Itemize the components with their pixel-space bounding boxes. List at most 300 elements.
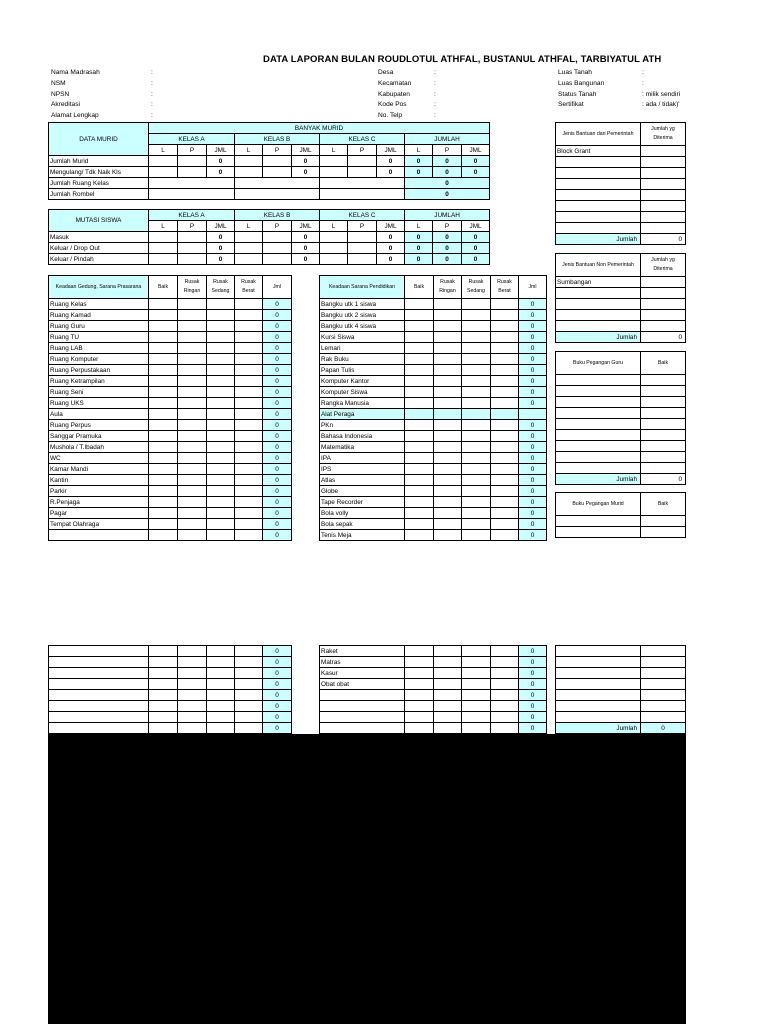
cell <box>434 299 462 310</box>
cell <box>49 701 149 712</box>
cell <box>434 701 462 712</box>
jml-cell: 0 <box>519 310 547 321</box>
jml-cell: 0 <box>263 299 292 310</box>
table-row <box>49 464 292 475</box>
cell <box>207 519 235 530</box>
item-label: IPA <box>320 453 405 464</box>
cell <box>556 212 641 223</box>
cell <box>491 701 519 712</box>
cell <box>207 453 235 464</box>
item-label: Bangku utk 2 siswa <box>320 310 405 321</box>
cell <box>405 332 434 343</box>
table-row <box>320 310 547 321</box>
table-row <box>49 668 292 679</box>
buku-murid-table <box>555 492 686 538</box>
cell <box>235 497 263 508</box>
jml-cell: 0 <box>263 508 292 519</box>
cell <box>49 646 149 657</box>
cell <box>434 657 462 668</box>
cell <box>556 321 641 332</box>
sub-header: L <box>235 145 263 156</box>
value-cell: 0 <box>377 243 405 254</box>
row-label: Keluar / Drop Out <box>49 243 149 254</box>
jml-cell: 0 <box>263 723 292 734</box>
sub-header: P <box>263 145 292 156</box>
cell <box>462 376 491 387</box>
cell <box>149 420 178 431</box>
cell <box>434 668 462 679</box>
table-row <box>49 530 292 541</box>
cell <box>178 690 207 701</box>
cell <box>235 712 263 723</box>
table-row <box>556 701 686 712</box>
buku_guru-header: Buku Pegangan Guru <box>556 352 641 375</box>
cell <box>405 657 434 668</box>
table-row <box>320 486 547 497</box>
sub-header: JML <box>462 145 490 156</box>
cell <box>207 657 235 668</box>
cell <box>462 530 491 541</box>
cell <box>149 387 178 398</box>
cell <box>207 464 235 475</box>
table-row <box>49 343 292 354</box>
table-row <box>49 409 292 420</box>
cell <box>641 516 686 527</box>
sub-header: P <box>433 221 462 232</box>
value-cell <box>348 254 377 265</box>
value-cell <box>263 156 292 167</box>
table-row <box>49 354 292 365</box>
cell <box>462 723 491 734</box>
cell <box>434 354 462 365</box>
cell <box>207 712 235 723</box>
value-cell <box>320 243 348 254</box>
value-cell: 0 <box>405 156 433 167</box>
table-row <box>49 232 490 243</box>
cell <box>462 646 491 657</box>
report-title: DATA LAPORAN BULAN ROUDLOTUL ATHFAL, BUSTANUL ATHFAL, TARBIYATUL ATH <box>263 54 662 65</box>
jml-header: Jml <box>519 276 547 299</box>
table-row <box>556 723 686 734</box>
jml-cell: 0 <box>519 343 547 354</box>
jml-cell: 0 <box>263 486 292 497</box>
item-label: Globe <box>320 486 405 497</box>
cell <box>405 453 434 464</box>
cell <box>149 332 178 343</box>
value-cell <box>348 232 377 243</box>
table-row <box>49 701 292 712</box>
row-label: Jumlah Ruang Kelas <box>49 178 149 189</box>
cell <box>49 668 149 679</box>
jml-cell: 0 <box>519 365 547 376</box>
cell <box>207 508 235 519</box>
cell <box>405 321 434 332</box>
item-label: Ruang Kamad <box>49 310 149 321</box>
jml-cell: 0 <box>519 420 547 431</box>
cell <box>149 712 178 723</box>
cell <box>491 354 519 365</box>
cell <box>491 508 519 519</box>
cell <box>178 497 207 508</box>
cell <box>149 299 178 310</box>
info-value: : <box>642 69 644 76</box>
jml-header: Jml <box>263 276 292 299</box>
table-row <box>49 299 292 310</box>
cell <box>641 679 686 690</box>
jml-cell: 0 <box>519 712 547 723</box>
cell <box>556 516 641 527</box>
cell <box>434 387 462 398</box>
group-header: KELAS C <box>320 210 405 221</box>
cell <box>641 441 686 452</box>
table-row <box>320 679 547 690</box>
value-cell <box>235 243 263 254</box>
table-row <box>49 431 292 442</box>
cell <box>641 201 686 212</box>
cell <box>149 690 178 701</box>
table-row <box>556 712 686 723</box>
cell <box>641 408 686 419</box>
info-value: : <box>151 90 153 98</box>
table-row <box>320 332 547 343</box>
cell <box>149 723 178 734</box>
bantuan_pem-header: Jenis Bantuan dari Pemerintah <box>556 123 641 146</box>
cell <box>641 277 686 288</box>
item-label: Raket <box>320 646 405 657</box>
jml-cell: 0 <box>263 365 292 376</box>
sub-header: P <box>178 221 207 232</box>
cell <box>405 376 434 387</box>
value-cell: 0 <box>292 254 320 265</box>
table-row <box>49 646 292 657</box>
cell <box>235 299 263 310</box>
group-header: KELAS C <box>320 134 405 145</box>
table-row <box>556 375 686 386</box>
row-label: Masuk <box>49 232 149 243</box>
item-label <box>320 690 405 701</box>
table-row <box>49 486 292 497</box>
info-value: : <box>151 79 153 87</box>
info-value: : milik sendiri <box>642 90 681 98</box>
item-label: Tempat Olahraga <box>49 519 149 530</box>
cell <box>405 519 434 530</box>
jumlah-value: 0 <box>641 474 686 485</box>
cell <box>178 332 207 343</box>
table-row <box>320 475 547 486</box>
rusak-berat-header: Rusak Berat <box>235 276 263 299</box>
table-row <box>49 332 292 343</box>
table-row <box>556 332 686 343</box>
jml-cell: 0 <box>519 398 547 409</box>
cell <box>235 453 263 464</box>
value-cell <box>178 156 207 167</box>
cell <box>434 453 462 464</box>
item-label: Ruang Kelas <box>49 299 149 310</box>
table-row <box>320 276 547 299</box>
cell <box>235 668 263 679</box>
table-row <box>49 398 292 409</box>
cell <box>556 646 641 657</box>
cell <box>434 646 462 657</box>
table-row <box>49 178 490 189</box>
cell <box>207 668 235 679</box>
cell <box>405 690 434 701</box>
table-row <box>320 442 547 453</box>
value-cell: 0 <box>207 243 235 254</box>
cell <box>641 668 686 679</box>
info-label: Desa <box>378 69 394 76</box>
jml-cell: 0 <box>263 475 292 486</box>
jml-cell: 0 <box>519 475 547 486</box>
cell <box>556 397 641 408</box>
jml-cell: 0 <box>263 530 292 541</box>
cell <box>462 453 491 464</box>
cell <box>491 453 519 464</box>
cell <box>149 646 178 657</box>
cell <box>405 310 434 321</box>
value-cell: 0 <box>405 232 433 243</box>
cell <box>405 701 434 712</box>
jumlah-value: 0 <box>641 723 686 734</box>
cell <box>491 299 519 310</box>
table-row <box>320 646 547 657</box>
table-row <box>49 365 292 376</box>
row-label: Jumlah Rombel <box>49 189 149 200</box>
cell <box>178 701 207 712</box>
cell <box>556 375 641 386</box>
sub-header: JML <box>292 145 320 156</box>
info-label: Luas Tanah <box>558 69 592 76</box>
cell <box>235 332 263 343</box>
value-cell <box>178 167 207 178</box>
cell <box>235 701 263 712</box>
cell <box>641 212 686 223</box>
gedung-table <box>48 275 292 541</box>
cell <box>434 332 462 343</box>
jml-cell: 0 <box>263 453 292 464</box>
item-label: Kursi Siswa <box>320 332 405 343</box>
table-row <box>320 343 547 354</box>
table-row <box>556 157 686 168</box>
info-label: Status Tanah <box>558 90 597 98</box>
item-label <box>320 712 405 723</box>
cell <box>491 690 519 701</box>
cell <box>405 299 434 310</box>
cell <box>149 519 178 530</box>
table-row <box>556 386 686 397</box>
cell <box>178 646 207 657</box>
value-cell <box>178 254 207 265</box>
item-label: Rak Buku <box>320 354 405 365</box>
value-cell <box>348 243 377 254</box>
item-label: Sumbangan <box>556 277 641 288</box>
value-cell: 0 <box>462 156 490 167</box>
table-row <box>556 223 686 234</box>
cell <box>178 387 207 398</box>
jml-cell: 0 <box>519 332 547 343</box>
table-row <box>556 516 686 527</box>
table-row <box>49 657 292 668</box>
cell <box>434 365 462 376</box>
sub-header: L <box>405 221 433 232</box>
rusak-ringan-header: Rusak Ringan <box>434 276 462 299</box>
cell <box>207 398 235 409</box>
table-row <box>320 701 547 712</box>
cell <box>149 398 178 409</box>
value-cell: 0 <box>292 167 320 178</box>
item-label: Ruang Perpus <box>49 420 149 431</box>
cell <box>405 679 434 690</box>
value-cell <box>178 243 207 254</box>
cell <box>207 701 235 712</box>
item-label: Ruang LAB <box>49 343 149 354</box>
cell <box>434 486 462 497</box>
cell <box>556 657 641 668</box>
table-row <box>556 310 686 321</box>
info-label: No. Telp <box>378 112 403 120</box>
item-label: Bangku utk 4 siswa <box>320 321 405 332</box>
jml-cell: 0 <box>519 519 547 530</box>
table-row <box>320 690 547 701</box>
table-row <box>556 168 686 179</box>
item-label: Bola sepak <box>320 519 405 530</box>
group-header: KELAS B <box>235 134 320 145</box>
value-cell: 0 <box>462 243 490 254</box>
cell <box>491 712 519 723</box>
item-label: Bangku utk 1 siswa <box>320 299 405 310</box>
cell <box>207 723 235 734</box>
cell <box>434 530 462 541</box>
sub-header: L <box>149 145 178 156</box>
cell <box>462 387 491 398</box>
cell <box>235 189 320 200</box>
info-label: Nama Madrasah <box>51 69 100 76</box>
cell <box>149 321 178 332</box>
sub-header: JML <box>377 221 405 232</box>
cell <box>462 668 491 679</box>
cell <box>178 299 207 310</box>
cell <box>49 723 149 734</box>
info-value: : ada / tidak)' <box>642 101 680 109</box>
cell <box>556 190 641 201</box>
cell <box>178 475 207 486</box>
cell <box>207 679 235 690</box>
cell <box>178 442 207 453</box>
jml-cell: 0 <box>263 497 292 508</box>
cell <box>149 453 178 464</box>
table-row <box>556 679 686 690</box>
cell <box>491 519 519 530</box>
cell <box>178 409 207 420</box>
cell <box>235 178 320 189</box>
cell <box>434 712 462 723</box>
cell <box>641 157 686 168</box>
bantuan_non-table <box>555 253 686 343</box>
item-label: Bahasa Indonesia <box>320 431 405 442</box>
jml-cell: 0 <box>263 354 292 365</box>
cell <box>149 343 178 354</box>
sub-header: P <box>348 221 377 232</box>
data-murid-header: DATA MURID <box>49 123 149 156</box>
cell <box>207 690 235 701</box>
cell <box>556 430 641 441</box>
cell <box>178 464 207 475</box>
jml-cell: 0 <box>263 646 292 657</box>
item-label: Ruang TU <box>49 332 149 343</box>
group-header: JUMLAH <box>405 210 490 221</box>
jml-cell: 0 <box>263 701 292 712</box>
cell <box>235 657 263 668</box>
jumlah-value: 0 <box>641 332 686 343</box>
table-row <box>320 453 547 464</box>
sub-header: JML <box>462 221 490 232</box>
cell <box>207 343 235 354</box>
value-cell: 0 <box>292 243 320 254</box>
cell <box>405 343 434 354</box>
mutasi-header: MUTASI SISWA <box>49 210 149 232</box>
cell <box>556 288 641 299</box>
jml-cell: 0 <box>263 321 292 332</box>
value-cell <box>263 243 292 254</box>
bantuan_pem-col-header: Jumlah yg Diterima <box>641 123 686 146</box>
value-cell: 0 <box>207 232 235 243</box>
banyak-murid-header: BANYAK MURID <box>149 123 490 134</box>
table-row <box>49 254 490 265</box>
data-murid-table <box>48 122 490 200</box>
cell <box>641 690 686 701</box>
cell <box>434 519 462 530</box>
table-row <box>320 712 547 723</box>
cell <box>149 530 178 541</box>
cell <box>491 497 519 508</box>
info-label: NSM <box>51 79 66 87</box>
value-cell: 0 <box>405 167 433 178</box>
cell <box>491 398 519 409</box>
table-row <box>49 723 292 734</box>
value-cell: 0 <box>462 167 490 178</box>
item-label: Pagar <box>49 508 149 519</box>
table-row <box>49 123 490 134</box>
table-row <box>49 243 490 254</box>
cell <box>462 464 491 475</box>
sub-header: JML <box>292 221 320 232</box>
jml-cell: 0 <box>519 668 547 679</box>
value-cell <box>320 254 348 265</box>
cell <box>149 679 178 690</box>
jml-cell: 0 <box>519 464 547 475</box>
item-label: Komputer Siswa <box>320 387 405 398</box>
cell <box>207 486 235 497</box>
table-row <box>556 419 686 430</box>
value-cell <box>149 232 178 243</box>
item-label: IPS <box>320 464 405 475</box>
cell <box>178 712 207 723</box>
cell <box>491 679 519 690</box>
cell <box>556 408 641 419</box>
cell <box>235 475 263 486</box>
cell <box>462 420 491 431</box>
table-row <box>556 408 686 419</box>
cell <box>178 723 207 734</box>
info-label: Kabupaten <box>378 90 410 98</box>
value-cell <box>263 232 292 243</box>
cell <box>641 190 686 201</box>
cell <box>178 508 207 519</box>
cell <box>641 657 686 668</box>
table-row <box>556 288 686 299</box>
item-label: Sanggar Pramuka <box>49 431 149 442</box>
table-row <box>320 668 547 679</box>
